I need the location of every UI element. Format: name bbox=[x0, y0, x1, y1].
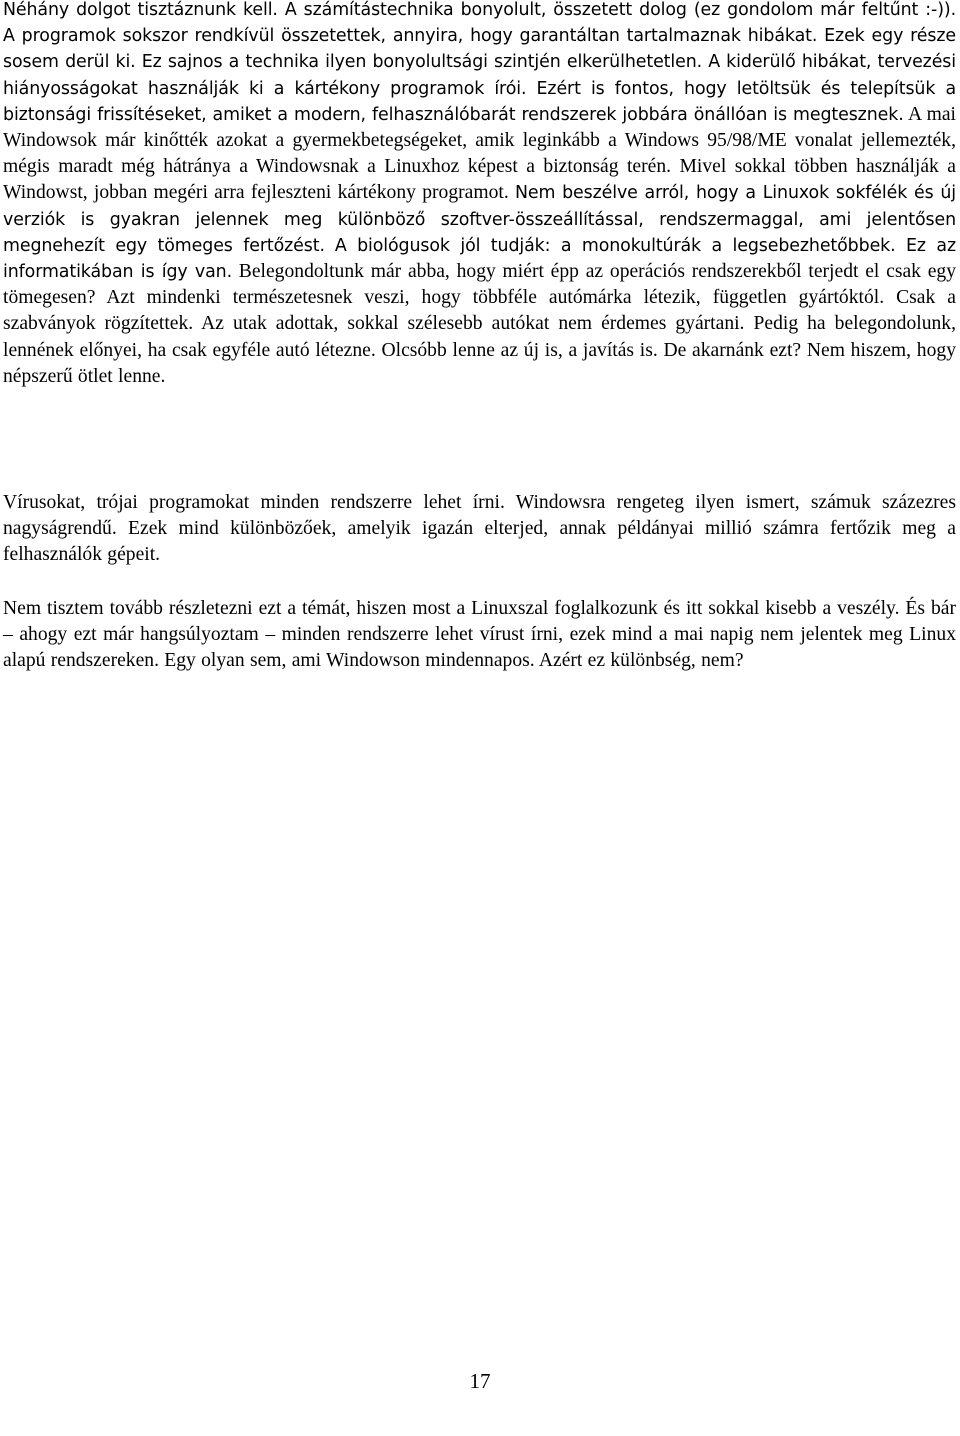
paragraph-security-updates bbox=[3, 0, 956, 390]
paragraph-1-part-c: Nem beszélve arról, hogy a Linuxok sokfélék és új verziók is gyakran jelennek meg különböző szoftver-összeállítással, rendszermaggal, ami jelentősen megnehezít egy tömeges fertőzést. bbox=[3, 183, 956, 256]
paragraph-linux-safety: Nem tisztem tovább részletezni ezt a témát, hiszen most a Linuxszal foglalkozunk és itt sokkal kisebb a veszély. És bár – ahogy ezt már hangsúlyoztam – minden rendszerre lehet vírust írni, ezek mind a mai napig nem jelentek meg Linux alapú rendszereken. Egy olyan sem, ami Windowson mindennapos. Azért ez különbség, nem? bbox=[3, 598, 956, 672]
paragraph-1-part-d: A biológusok jól tudják: a monokultúrák a legsebezhetőbbek. Ez az informatikában is így van. bbox=[3, 235, 956, 283]
paragraph-1-part-e: Belegondoltunk már abba, hogy miért épp az operációs rendszerekből terjedt el csak egy tömegesen? Azt mindenki természetesnek veszi, hogy többféle autómárka létezik, független gyártóktól. Csak a szabványok rögzítettek. Az utak adottak, sokkal szélesebb autókat nem érdemes gyártani. Pedig ha belegondolunk, lennének előnyei, ha csak egyféle autó létezne. Olcsóbb lenne az új is, a javítás is. De akarnánk ezt? Nem hiszem, hogy népszerű ötlet lenne. bbox=[3, 261, 956, 387]
paragraph-viruses: Vírusokat, trójai programokat minden rendszerre lehet írni. Windowsra rengeteg ilyen ismert, számuk százezres nagyságrendű. Ezek mind különbözőek, amelyik igazán elterjed, annak példányai millió számra fertőzik meg a felhasználók gépeit. bbox=[3, 492, 956, 566]
paragraph-1-part-b: A mai Windowsok már kinőtték azokat a gyermekbetegségeket, amik leginkább a Windows 95/98/ME vonalat jellemezték, mégis maradt még hátránya a Windowsnak a Linuxhoz képest a biztonság terén. Mivel sokkal többen használják a Windowst, jobban megéri arra fejleszteni kártékony programot. bbox=[3, 103, 956, 204]
paragraph-1-part-a: Néhány dolgot tisztáznunk kell. A számítástechnika bonyolult, összetett dolog (ez gondolom már feltűnt :-)). A programok sokszor rendkívül összetettek, annyira, hogy garantáltan tartalmaznak hibákat. Ezek egy része sosem derül ki. Ez sajnos a technika ilyen bonyolultsági szintjén elkerülhetetlen. A kiderülő hibákat, tervezési hiányosságokat használják ki a kártékony programok írói. Ezért is fontos, hogy letöltsük és telepítsük a biztonsági frissítéseket, amiket a modern, felhasználóbarát rendszerek jobbára önállóan is megtesznek. bbox=[3, 0, 956, 125]
document-page bbox=[3, 0, 956, 1436]
page-number: 17 bbox=[469, 1369, 491, 1393]
